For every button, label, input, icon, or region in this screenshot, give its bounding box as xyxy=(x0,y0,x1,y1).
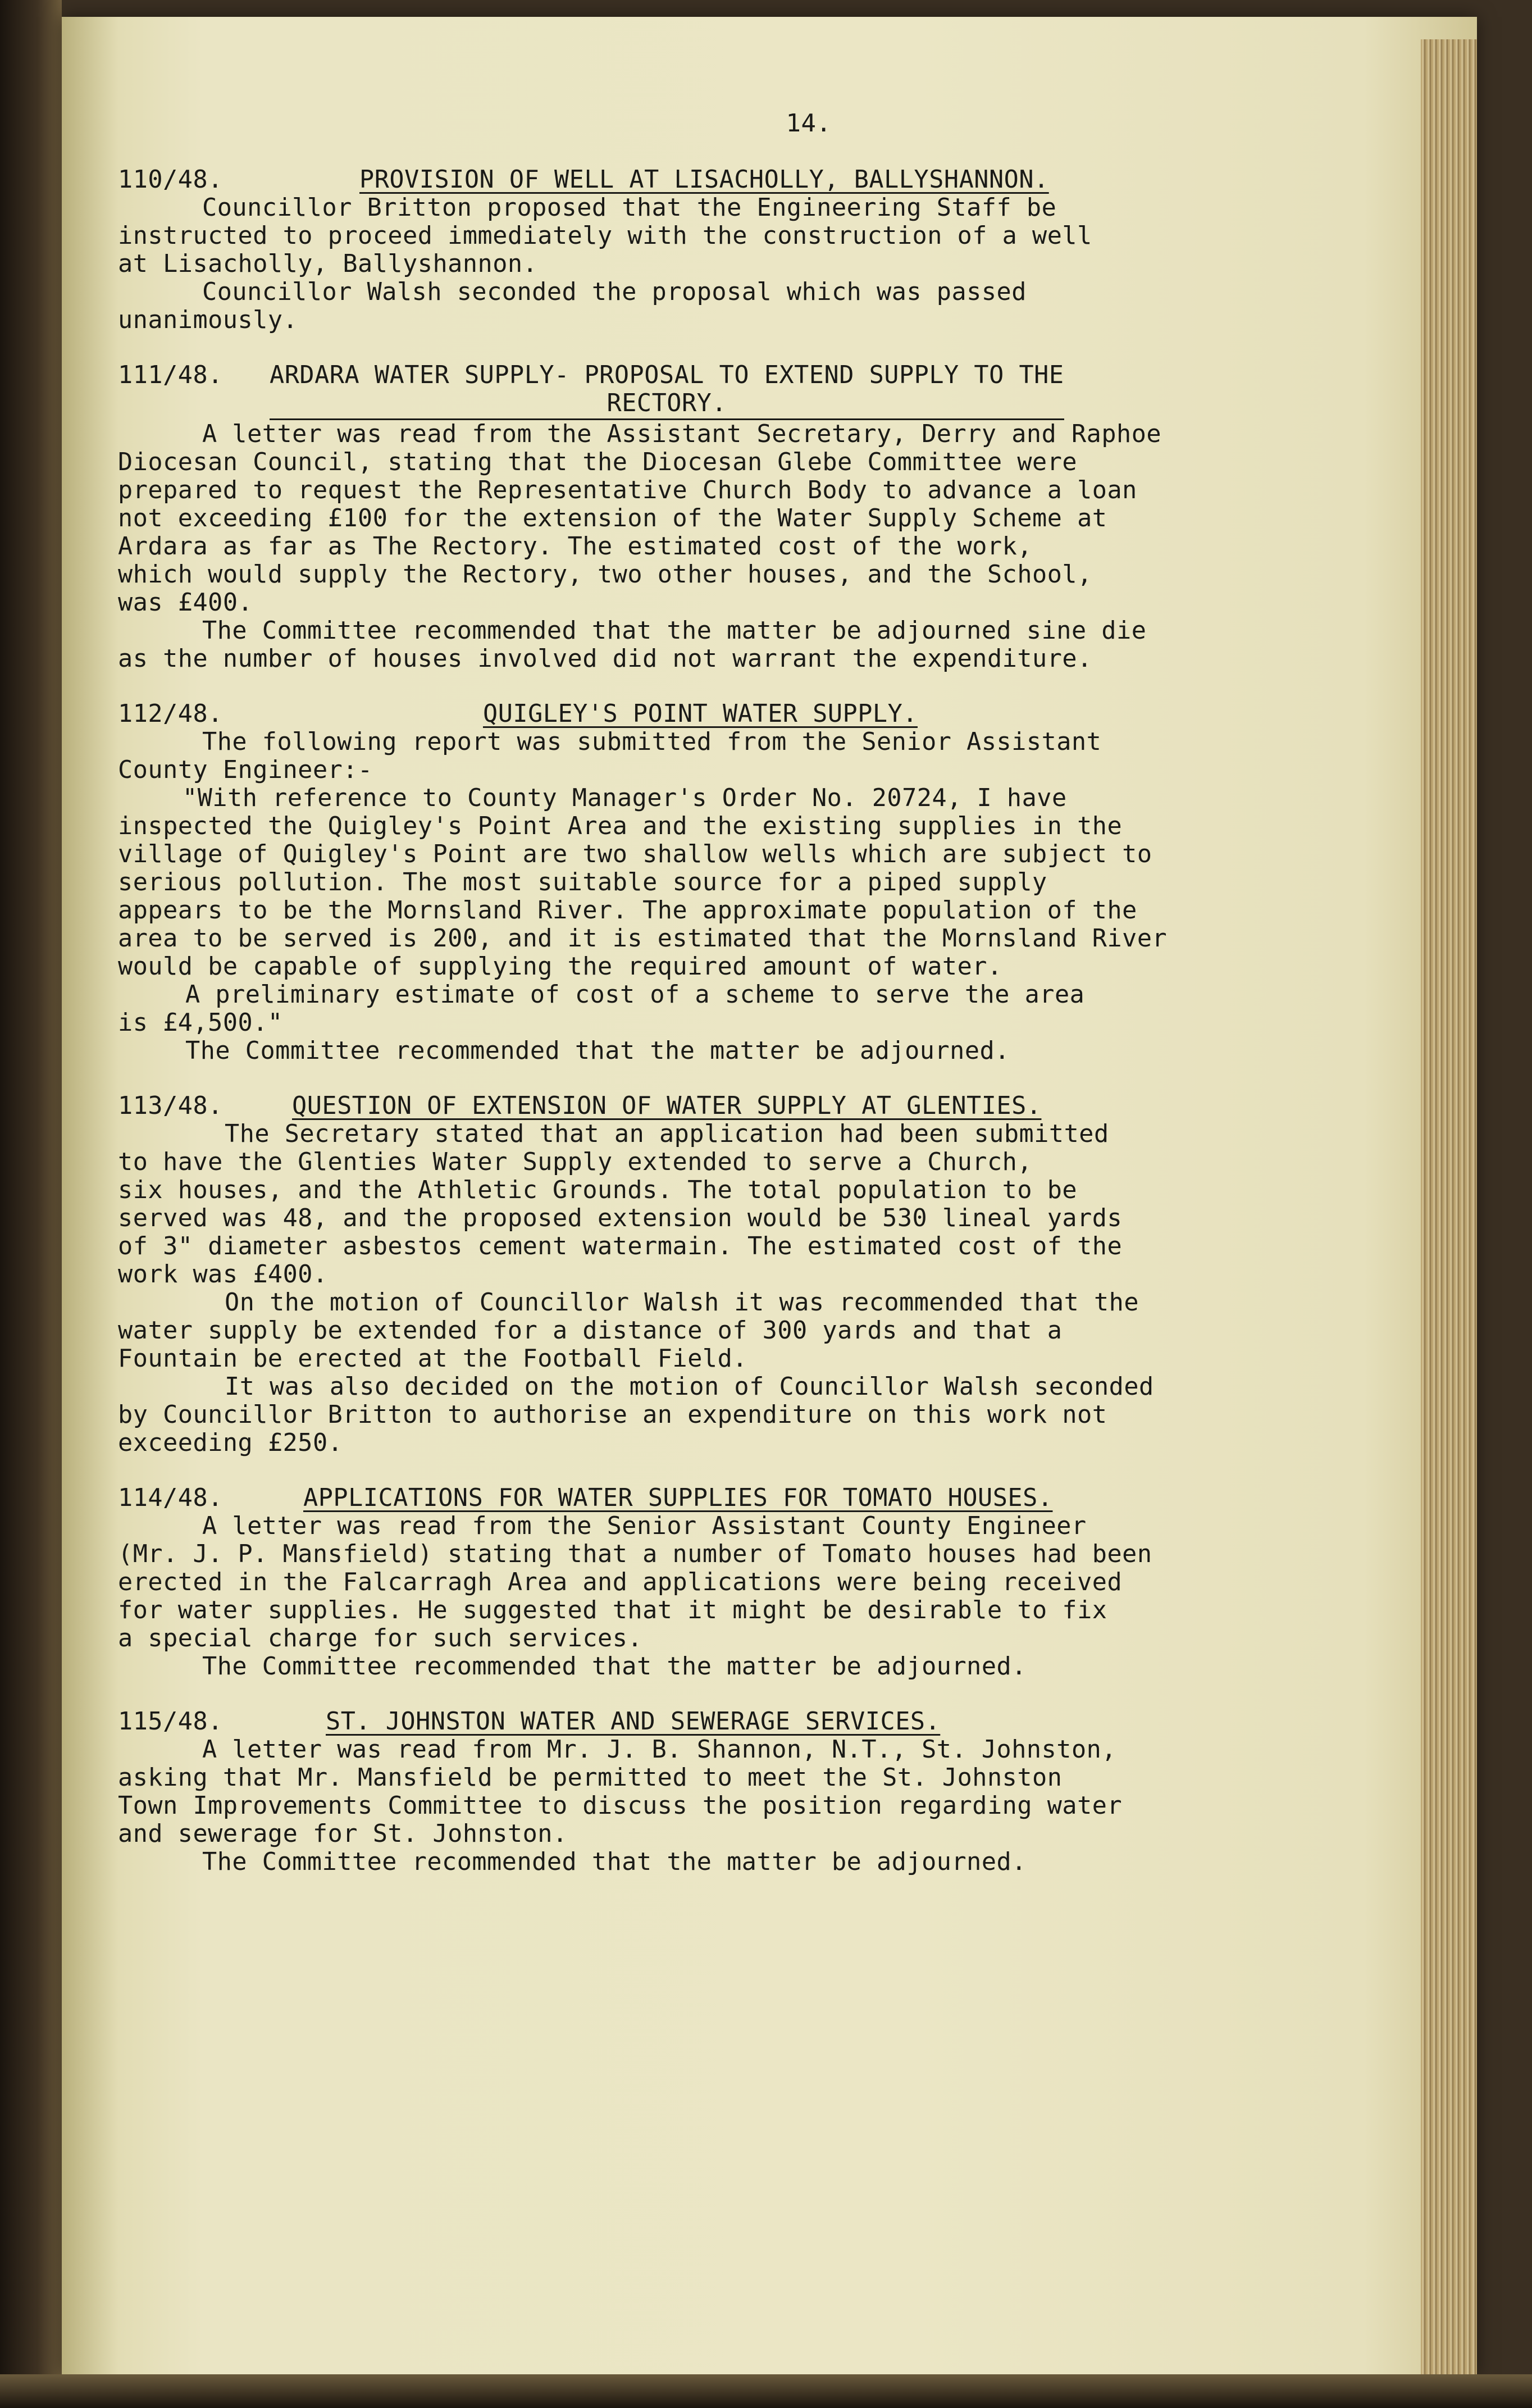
minute-number: 114/48. xyxy=(118,1484,223,1512)
minute-113 xyxy=(118,1092,1410,1457)
paragraph: The Committee recommended that the matter be adjourned sine die as the number of houses involved did not warrant the expenditure. xyxy=(118,617,1147,673)
minute-title: QUESTION OF EXTENSION OF WATER SUPPLY AT GLENTIES. xyxy=(292,1092,1042,1120)
minute-title: PROVISION OF WELL AT LISACHOLLY, BALLYSHANNON. xyxy=(359,166,1049,194)
minute-heading xyxy=(118,1092,1410,1120)
minute-number: 115/48. xyxy=(118,1708,223,1736)
paragraph: Councillor Britton proposed that the Engineering Staff be instructed to proceed immediately with the construction of a well at Lisacholly, Ballyshannon. xyxy=(118,194,1092,278)
minute-110 xyxy=(118,166,1410,334)
paragraph: Councillor Walsh seconded the proposal which was passed unanimously. xyxy=(118,278,1027,334)
paragraph: A letter was read from the Assistant Secretary, Derry and Raphoe Diocesan Council, stating that the Diocesan Glebe Committee were prepared to request the Representative Church Body to advance a loan not exceeding £100 for the extension of the Water Supply Scheme at Ardara as far as The Rectory. The estimated cost of the work, which would supply the Rectory, two other houses, and the School, was £400. xyxy=(118,420,1162,617)
document-body xyxy=(118,110,1410,1903)
minute-115 xyxy=(118,1708,1410,1876)
minute-114 xyxy=(118,1484,1410,1681)
minute-number: 113/48. xyxy=(118,1092,223,1120)
minute-title: QUIGLEY'S POINT WATER SUPPLY. xyxy=(483,700,918,728)
page-number: 14. xyxy=(786,109,832,138)
paragraph: "With reference to County Manager's Order No. 20724, I have inspected the Quigley's Point Area and the existing supplies in the village of Quigley's Point are two shallow wells which are subject to serious pollution. The most suitable source for a piped supply appears to be the Mornsland River. The approximate population of the area to be served is 200, and it is estimated that the Mornsland River would be capable of supplying the required amount of water. xyxy=(118,784,1168,981)
minute-112 xyxy=(118,700,1410,1065)
minute-heading xyxy=(118,361,1410,420)
minute-heading xyxy=(118,700,1410,728)
page-stack-edges xyxy=(1421,39,1477,2387)
paragraph: On the motion of Councillor Walsh it was recommended that the water supply be extended for a distance of 300 yards and that a Fountain be erected at the Football Field. xyxy=(118,1289,1139,1373)
minute-title: ARDARA WATER SUPPLY- PROPOSAL TO EXTEND SUPPLY TO THE RECTORY. xyxy=(270,361,1064,420)
paragraph: A preliminary estimate of cost of a scheme to serve the area is £4,500." xyxy=(118,981,1085,1037)
minute-title: ST. JOHNSTON WATER AND SEWERAGE SERVICES. xyxy=(326,1708,941,1736)
paragraph: A letter was read from Mr. J. B. Shannon, N.T., St. Johnston, asking that Mr. Mansfield be permitted to meet the St. Johnston Town Improvements Committee to discuss the position regarding water and sewerage for St. Johnston. xyxy=(118,1736,1123,1848)
paragraph: It was also decided on the motion of Councillor Walsh seconded by Councillor Britton to authorise an expenditure on this work not exceeding £250. xyxy=(118,1373,1154,1457)
minute-heading xyxy=(118,1484,1410,1512)
book-gutter xyxy=(0,0,62,2408)
paragraph: The following report was submitted from the Senior Assistant County Engineer:- xyxy=(118,728,1102,784)
paragraph: The Committee recommended that the matter be adjourned. xyxy=(202,1653,1027,1681)
minute-heading xyxy=(118,1708,1410,1736)
bottom-shadow xyxy=(0,2374,1532,2408)
paragraph: The Committee recommended that the matter be adjourned. xyxy=(185,1037,1010,1065)
paragraph: A letter was read from the Senior Assistant County Engineer (Mr. J. P. Mansfield) stating that a number of Tomato houses had been erected in the Falcarragh Area and applications were being received for water supplies. He suggested that it might be desirable to fix a special charge for such services. xyxy=(118,1512,1152,1653)
minute-title: APPLICATIONS FOR WATER SUPPLIES FOR TOMATO HOUSES. xyxy=(303,1484,1053,1512)
minute-heading xyxy=(118,166,1410,194)
minute-number: 111/48. xyxy=(118,361,223,389)
minute-111 xyxy=(118,361,1410,673)
paragraph: The Committee recommended that the matter be adjourned. xyxy=(202,1848,1027,1876)
minute-number: 112/48. xyxy=(118,700,223,728)
paragraph: The Secretary stated that an application had been submitted to have the Glenties Water Supply extended to serve a Church, six houses, and the Athletic Grounds. The total population to be served was 48, and the proposed extension would be 530 lineal yards of 3" diameter asbestos cement watermain. The estimated cost of the work was £400. xyxy=(118,1120,1123,1289)
minute-number: 110/48. xyxy=(118,166,223,194)
